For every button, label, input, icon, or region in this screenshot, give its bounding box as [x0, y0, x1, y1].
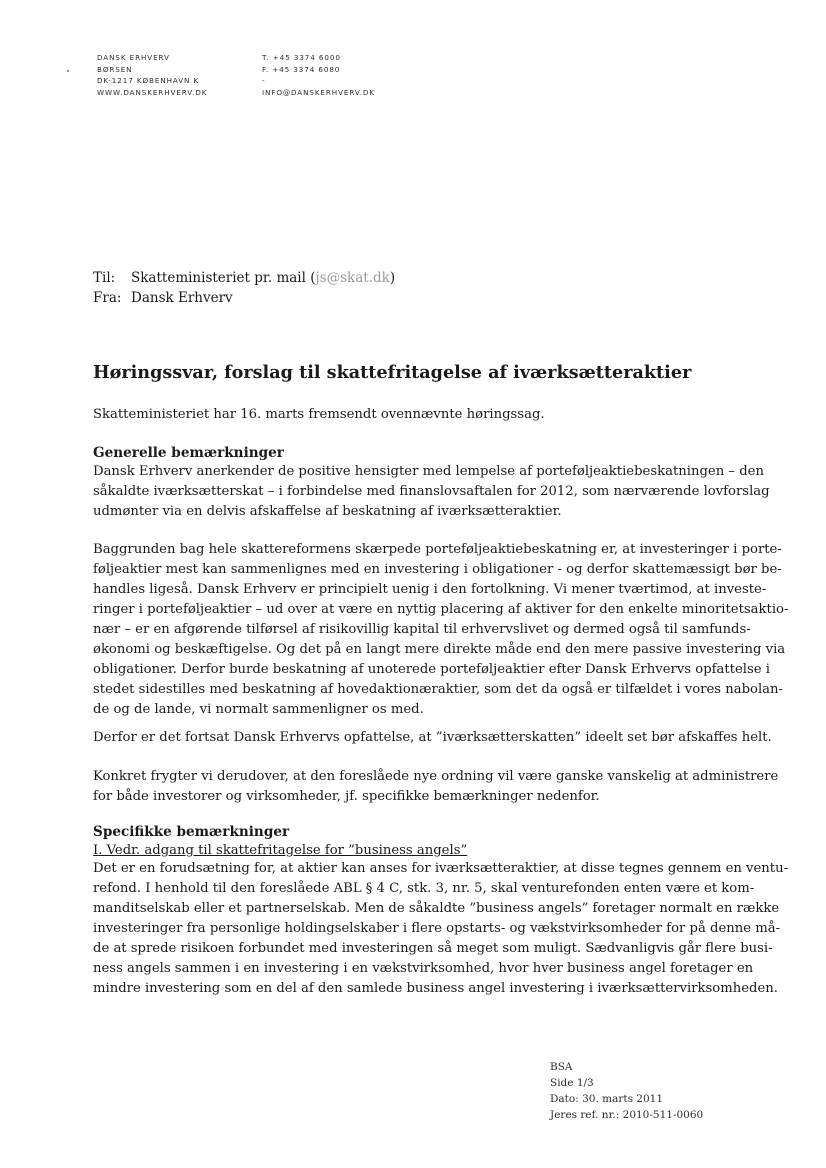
text-line: Konkret frygter vi derudover, at den foreslåede nye ordning vil være ganske vanskelig at administrere: [93, 769, 779, 784]
text-line: Derfor er det fortsat Dansk Erhvervs opfattelse, at ”iværksætterskatten” ideelt set bør afskaffes helt.: [93, 730, 772, 745]
letterhead-email: INFO@DANSKERHVERV.DK: [262, 87, 375, 97]
general-paragraph-1: [93, 462, 770, 522]
text-line: handles ligeså. Dansk Erhverv er principielt uenig i den fortolkning. Vi mener tværtimod, at investe-: [93, 582, 767, 597]
general-paragraph-4: [93, 767, 779, 807]
text-line: såkaldte iværksætterskat – i forbindelse med finanslovsaftalen for 2012, som nærværende lovforslag: [93, 484, 770, 499]
sender-row: [93, 288, 395, 308]
text-line: for både investorer og virksomheder, jf. specifikke bemærkninger nedenfor.: [93, 789, 600, 804]
text-line: økonomi og beskæftigelse. Og det på en langt mere direkte måde end den mere passive investering via: [93, 642, 786, 657]
business-angels-subheading: I. Vedr. adgang til skattefritagelse for ”business angels”: [93, 843, 468, 858]
sender-name: Dansk Erhverv: [131, 290, 233, 306]
letterhead-building: BØRSEN: [97, 64, 133, 74]
text-line: investeringer fra personlige holdingselskaber i flere opstarts- og vækstvirksomheder for på denne må-: [93, 921, 781, 936]
text-line: refond. I henhold til den foreslåede ABL § 4 C, stk. 3, nr. 5, skal venturefonden enten være et kom-: [93, 881, 755, 896]
general-paragraph-3: [93, 728, 772, 748]
recipient-email: js@skat.dk: [315, 270, 390, 286]
letterhead-postal-address: DK-1217 KØBENHAVN K: [97, 76, 200, 85]
recipient-name: Skatteministeriet pr. mail (: [131, 270, 316, 286]
text-line: Det er en forudsætning for, at aktier kan anses for iværksætteraktier, at disse tegnes gennem en ventu-: [93, 861, 789, 876]
recipient-close-paren: ): [389, 270, 396, 286]
text-line: mindre investering som en del af den samlede business angel investering i iværksættervirksomheden.: [93, 981, 778, 996]
text-line: ringer i porteføljeaktier – ud over at være en nyttig placering af aktiver for den enkelte minoritetsaktio-: [93, 602, 789, 617]
intro-paragraph: Skatteministeriet har 16. marts fremsendt ovennævnte høringssag.: [93, 407, 545, 422]
scan-speck: [67, 70, 69, 72]
text-line: Baggrunden bag hele skattereformens skærpede porteføljeaktiebeskatning er, at investeringer i porte-: [93, 542, 782, 557]
text-line: føljeaktier mest kan sammenlignes med en investering i obligationer - og derfor skattemæssigt bør be-: [93, 562, 782, 577]
letterhead-website: WWW.DANSKERHVERV.DK: [97, 87, 208, 97]
author-initials: BSA: [550, 1061, 573, 1073]
text-line: udmønter via en delvis afskaffelse af beskatning af iværksætteraktier.: [93, 504, 562, 519]
text-line: manditselskab eller et partnerselskab. Men de såkaldte ”business angels” foretager normalt en række: [93, 901, 780, 916]
general-remarks-heading: Generelle bemærkninger: [93, 445, 284, 461]
text-line: obligationer. Derfor burde beskatning af unoterede porteføljeaktier efter Dansk Erhvervs opfattelse i: [93, 662, 770, 677]
text-line: Dansk Erhverv anerkender de positive hensigter med lempelse af porteføljeaktiebeskatningen – den: [93, 464, 764, 479]
page-number: Side 1/3: [550, 1077, 594, 1089]
letterhead-contact: [262, 52, 375, 98]
letterhead-phone: T. +45 3374 6000: [262, 53, 341, 62]
from-label: Fra:: [93, 290, 122, 306]
recipient-row: [93, 268, 395, 288]
text-line: de at sprede risikoen forbundet med investeringen så meget som muligt. Sædvanligvis går flere busi-: [93, 941, 773, 956]
specific-paragraph-1: [93, 859, 789, 999]
address-block: [93, 268, 395, 308]
letterhead-dash: -: [262, 76, 266, 85]
text-line: stedet sidestilles med beskatning af hovedaktionæraktier, som det da også er tilfældet i vores nabolan-: [93, 682, 783, 697]
text-line: de og de lande, vi normalt sammenligner os med.: [93, 702, 424, 717]
document-meta: [550, 1059, 703, 1123]
reference-number: Jeres ref. nr.: 2010-511-0060: [550, 1109, 704, 1121]
general-paragraph-2: [93, 540, 789, 720]
specific-remarks-heading: Specifikke bemærkninger: [93, 824, 290, 840]
text-line: ness angels sammen i en investering i en vækstvirksomhed, hvor hver business angel foretager en: [93, 961, 754, 976]
text-line: nær – er en afgørende tilførsel af risikovillig kapital til erhvervslivet og dermed også til samfunds-: [93, 622, 751, 637]
letterhead-organization: [97, 52, 207, 98]
letterhead-fax: F. +45 3374 6080: [262, 64, 341, 74]
document-date: Dato: 30. marts 2011: [550, 1093, 664, 1105]
to-label: Til:: [93, 270, 116, 286]
letterhead-org-name: DANSK ERHVERV: [97, 53, 170, 62]
document-title: Høringssvar, forslag til skattefritagelse af iværksætteraktier: [93, 362, 692, 383]
